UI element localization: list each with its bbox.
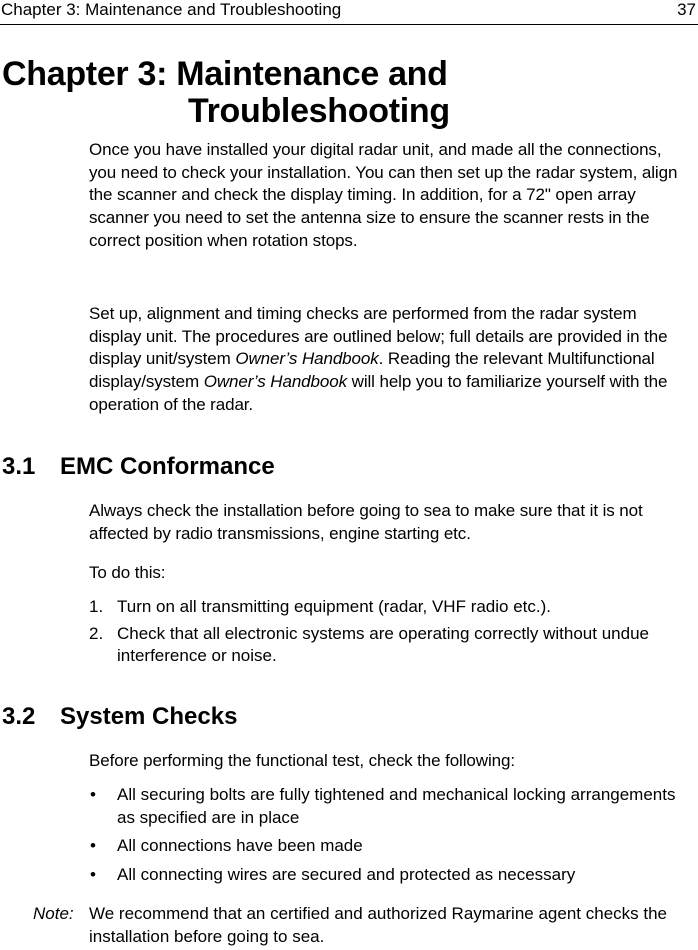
bullet-marker: •	[90, 785, 96, 804]
list-marker: 1.	[89, 597, 104, 616]
intro-paragraph-1: Once you have installed your digital radar unit, and made all the connections, you need to check your installation. You can then set up the radar system, align the scanner and check the display timing. In addition, for a 72" open array scanner you need to set the antenna size to ensure the scanner rests in the correct position when rotation stops.	[89, 140, 678, 250]
intro-paragraph-2	[89, 303, 692, 417]
list-item	[89, 864, 692, 887]
list-item-text: All connecting wires are secured and protected as necessary	[117, 865, 576, 885]
intro-paragraph-2-text-b: . Reading the relevant Multifunctional display/system	[89, 349, 655, 392]
note-text: We recommend that an certified and authorized Raymarine agent checks the installation before going to sea.	[89, 904, 667, 946]
bullet-marker: •	[90, 836, 96, 856]
emc-paragraph: Always check the installation before going to sea to make sure that it is not affected by radio transmissions, engine starting etc.	[89, 501, 643, 543]
section-title: System Checks	[60, 703, 238, 730]
list-item-text: All connections have been made	[117, 836, 363, 856]
list-marker: 2.	[89, 623, 104, 643]
list-item	[89, 784, 692, 829]
note-label: Note:	[33, 904, 74, 923]
chapter-title-line-2: Troubleshooting	[188, 92, 450, 130]
note-block	[33, 903, 693, 948]
system-checks-paragraph: Before performing the functional test, check the following:	[89, 751, 515, 770]
list-item	[89, 835, 692, 858]
intro-paragraph-2-text-a: Set up, alignment and timing checks are performed from the radar system display unit. The procedures are outlined below; full details are provided in the display unit/system	[89, 304, 668, 369]
system-checks-list	[89, 784, 692, 887]
owners-handbook-reference-1: Owner’s Handbook	[235, 349, 379, 369]
list-item-text: Turn on all transmitting equipment (radar, VHF radio etc.).	[117, 597, 551, 616]
running-header	[0, 0, 698, 25]
list-item	[89, 596, 692, 619]
section-heading-3-2	[2, 703, 237, 731]
list-item	[89, 623, 692, 668]
intro-paragraph-2-text-c: will help you to familiarize yourself with the operation of the radar.	[89, 372, 668, 414]
section-heading-3-1	[2, 453, 275, 481]
emc-steps-list	[89, 596, 692, 668]
emc-lead-in: To do this:	[89, 563, 166, 582]
list-item-text: All securing bolts are fully tightened and mechanical locking arrangements as specified are in place	[117, 785, 676, 827]
owners-handbook-reference-2: Owner’s Handbook	[203, 372, 348, 392]
bullet-marker: •	[90, 865, 96, 885]
section-title: EMC Conformance	[60, 453, 275, 480]
section-number: 3.1	[2, 453, 36, 480]
page-number: 37	[677, 0, 696, 19]
running-header-title: Chapter 3: Maintenance and Troubleshooting	[1, 0, 342, 19]
section-number: 3.2	[2, 703, 36, 730]
chapter-title	[2, 56, 450, 130]
chapter-title-line-1: Chapter 3: Maintenance and	[2, 55, 448, 93]
list-item-text: Check that all electronic systems are operating correctly without undue interference or noise.	[117, 623, 649, 666]
